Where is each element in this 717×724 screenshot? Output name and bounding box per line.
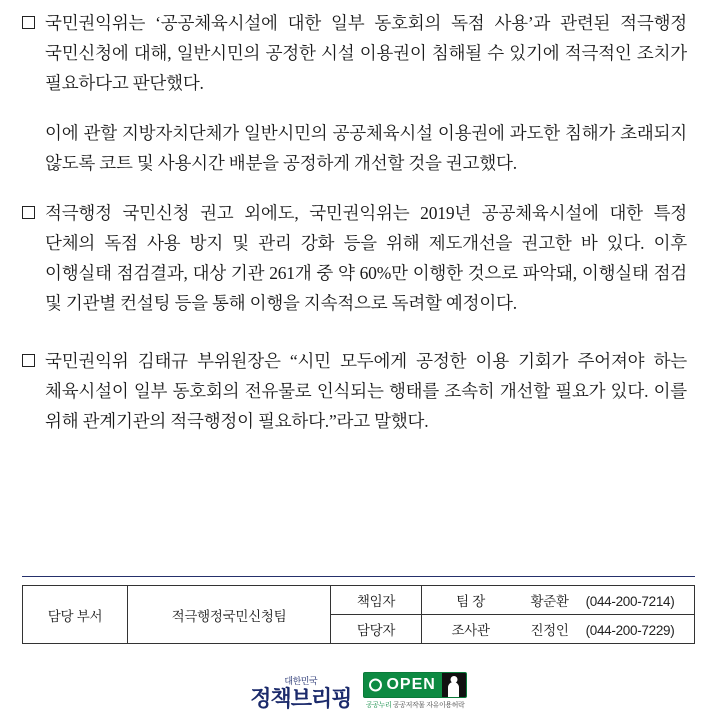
open-badge-figure-icon xyxy=(442,673,466,697)
contact-table xyxy=(22,585,695,644)
role-cell-responsible: 책임자 xyxy=(331,586,422,615)
paragraph-3 xyxy=(22,198,687,318)
table-row xyxy=(23,586,695,615)
footer-logos xyxy=(0,672,717,710)
department-label-cell: 담당 부서 xyxy=(23,586,128,644)
open-caption-dark: 공공저작물 자유이용허락 xyxy=(392,702,465,709)
paragraph-1 xyxy=(22,8,687,98)
footer-contact-block xyxy=(22,576,695,644)
person-name-incharge: 진정인 xyxy=(530,623,569,638)
open-license-logo xyxy=(363,672,466,710)
department-name-cell: 적극행정국민신청팀 xyxy=(128,586,331,644)
person-title-incharge: 조사관 xyxy=(451,623,490,638)
paragraph-4-text: 국민권익위 김태규 부위원장은 “시민 모두에게 공정한 이용 기회가 주어져야 하는 체육시설이 일부 동호회의 전유물로 인식되는 행태를 조속히 개선할 필요가 있다. 이를 위해 관계기관의 적극행정이 필요하다.”라고 말했다. xyxy=(45,351,687,431)
korea-policy-briefing-main: 정책브리핑 xyxy=(250,685,352,711)
paragraph-3-text: 적극행정 국민신청 권고 외에도, 국민권익위는 2019년 공공체육시설에 대한 특정 단체의 독점 사용 방지 및 관리 강화 등을 위해 제도개선을 권고한 바 있다. 이후 이행실태 점검결과, 대상 기관 261개 중 약 60%만 이행한 것으로 파악돼, 이행실태 점검 및 기관별 컨설팅 등을 통해 이행을 지속적으로 독려할 예정이다. xyxy=(45,203,687,313)
person-name-responsible: 황준환 xyxy=(530,594,569,609)
korea-policy-briefing-sub: 대한민국 xyxy=(284,676,318,687)
role-cell-incharge: 담당자 xyxy=(331,615,422,644)
paragraph-2 xyxy=(22,118,687,178)
open-badge-word: OPEN xyxy=(364,673,441,697)
checkbox-bullet-icon xyxy=(22,16,35,29)
open-badge xyxy=(363,672,466,698)
korea-policy-briefing-logo xyxy=(250,677,351,710)
person-title-responsible: 팀 장 xyxy=(456,594,486,609)
person-phone-responsible: (044-200-7214) xyxy=(585,594,675,609)
paragraph-4 xyxy=(22,346,687,436)
person-cell-incharge xyxy=(422,615,695,644)
person-phone-incharge: (044-200-7229) xyxy=(585,623,675,638)
spacer xyxy=(22,332,687,346)
checkbox-bullet-icon xyxy=(22,206,35,219)
footer-divider xyxy=(22,576,695,577)
open-badge-caption xyxy=(366,700,465,710)
paragraph-1-text: 국민권익위는 ‘공공체육시설에 대한 일부 동호회의 독점 사용’과 관련된 적극행정 국민신청에 대해, 일반시민의 공정한 시설 이용권이 침해될 수 있기에 적극적인 조치가 필요하다고 판단했다. xyxy=(45,13,687,93)
checkbox-bullet-icon xyxy=(22,354,35,367)
open-caption-green: 공공누리 xyxy=(365,702,392,709)
person-cell-responsible xyxy=(422,586,695,615)
paragraph-2-text: 이에 관할 지방자치단체가 일반시민의 공공체육시설 이용권에 과도한 침해가 초래되지 않도록 코트 및 사용시간 배분을 공정하게 개선할 것을 권고했다. xyxy=(45,123,687,173)
